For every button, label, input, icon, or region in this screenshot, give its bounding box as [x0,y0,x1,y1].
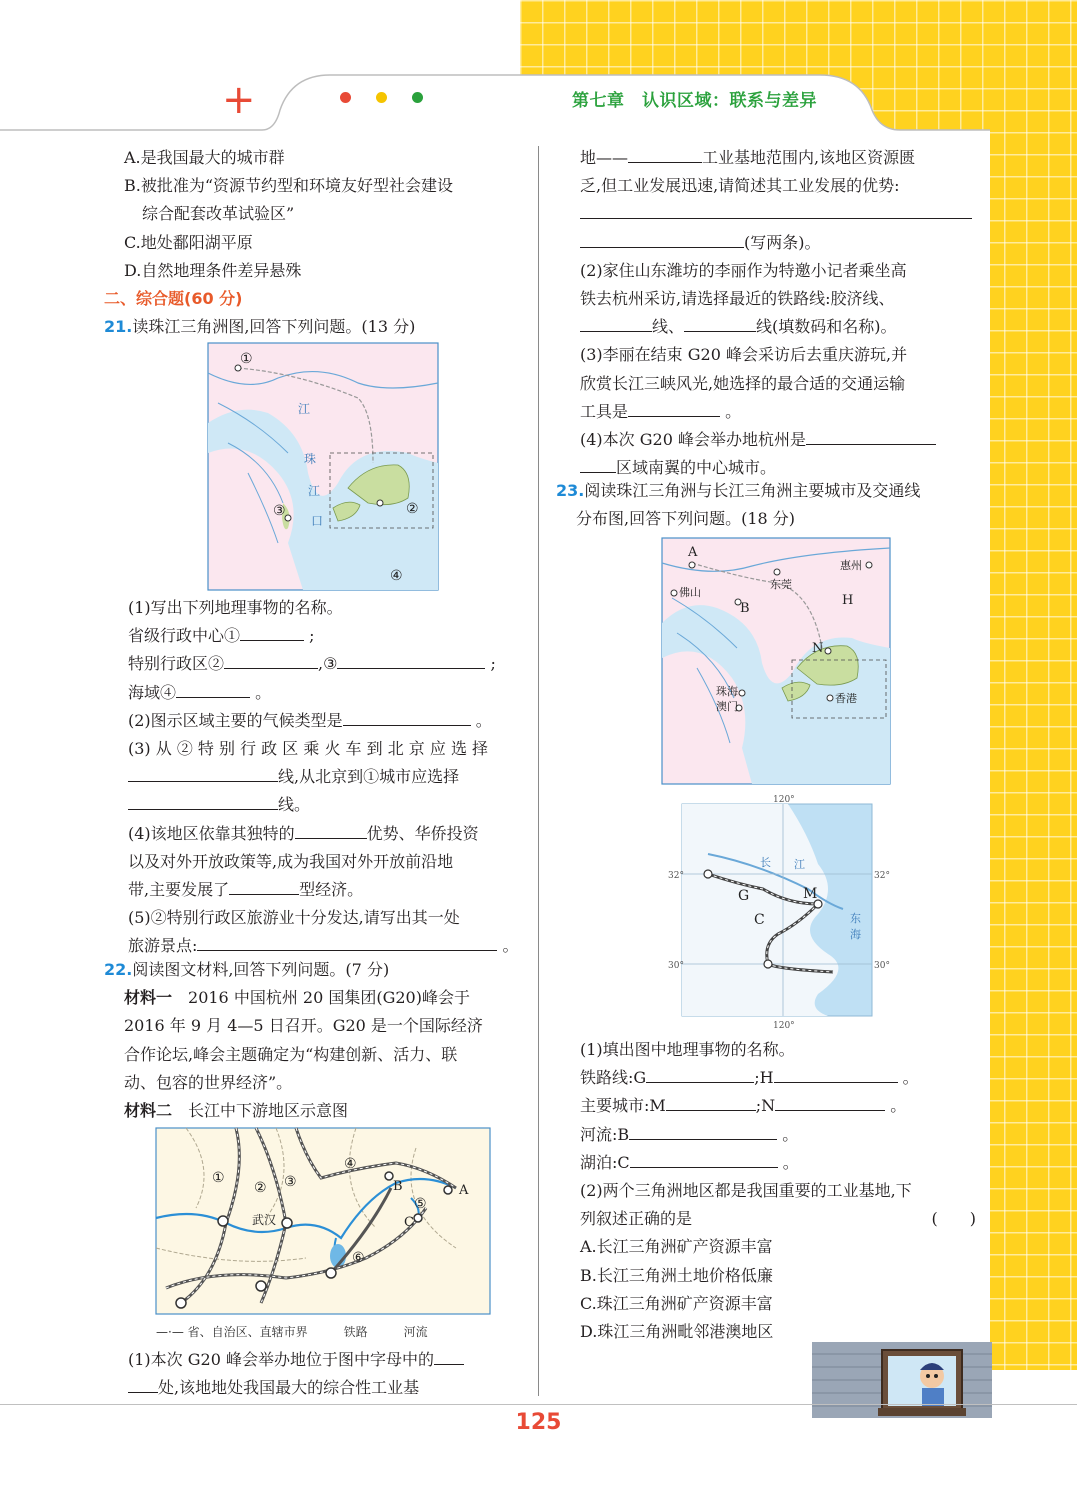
map3-label-wuhan: 武汉 [252,1213,277,1227]
q21-5b-text: 旅游景点: [128,936,198,956]
material-1-line4: 动、包容的世界经济”。 [124,1072,293,1092]
yangtze-river-delta-map [668,794,888,1030]
map4-lat-30-right: 30° [874,961,890,971]
q21-stem [104,313,528,341]
q23-number: 23. [556,481,585,500]
q23-option-c: C.珠江三角洲矿产资源丰富 [580,1293,773,1313]
answer-blank[interactable] [343,707,471,726]
q22-1a-text: (1)本次 G20 峰会举办地位于图中字母中的 [128,1350,434,1369]
q23-lake: 湖泊:C 。 [580,1149,980,1177]
answer-bracket[interactable]: ( ) [931,1209,976,1229]
answer-blank[interactable] [240,622,304,641]
q21-number: 21. [104,317,133,337]
map4-lat-32-left: 32° [668,871,684,881]
q21-2-text: (2)图示区域主要的气候类型是 [128,710,343,730]
answer-blank[interactable] [128,1374,158,1393]
q21-text: 读珠江三角洲图,回答下列问题。(13 分) [132,317,416,337]
map1-label-kou: 口 [311,514,324,528]
map1-label-jiang2: 江 [308,484,321,498]
right-column-q23-sub [580,1036,980,1346]
map1-label-3: ③ [273,503,286,519]
r-line-9: 欣赏长江三峡风光,她选择的最合适的交通运输 [580,373,906,393]
q22-number: 22. [104,960,133,979]
q21-4a-text2: 优势、华侨投资 [366,823,479,843]
green-dot-icon [412,92,423,103]
map2-label-dongguan: 东莞 [770,578,792,591]
map1-label-jiang: 江 [298,402,311,416]
map1-label-1: ① [240,351,253,367]
option-d: D.自然地理条件差异悬殊 [124,260,302,280]
map2-label-zhuhai: 珠海 [716,685,738,698]
q21-5a: (5)②特别行政区旅游业十分发达,请写出其一处 [128,908,460,928]
map4-label-c: C [754,912,765,928]
r-line-5: (2)家住山东潍坊的李丽作为特邀小记者乘坐高 [580,260,907,280]
footer-rule [0,1404,1077,1405]
answer-blank[interactable] [197,932,497,951]
answer-blank[interactable] [646,1064,754,1083]
map4-lon-top: 120° [773,795,795,805]
material-1-line2: 2016 年 9 月 4—5 日召开。G20 是一个国际经济 [124,1016,483,1036]
red-dot-icon [340,92,351,103]
r-line-8: (3)李丽在结束 G20 峰会采访后去重庆游玩,并 [580,345,908,365]
q23-city: 主要城市:M ;N 。 [580,1092,980,1120]
map2-label-a: A [688,545,698,560]
q21-2: (2)图示区域主要的气候类型是 。 [128,707,528,735]
q21-1c: 海域④ 。 [128,679,528,707]
map3-legend [156,1323,428,1340]
map4-lat-32-right: 32° [874,871,890,881]
material-1 [104,984,528,1012]
r1-text2: 工业基地范围内,该地区资源匮 [702,148,916,167]
material-2 [104,1097,528,1125]
map2-label-b: B [740,601,750,616]
map3-label-c: C [404,1215,414,1230]
column-divider [538,146,539,1396]
option-b: B.被批准为“资源节约型和环境友好型社会建设 [124,176,454,196]
option-b-cont: 综合配套改革试验区” [142,204,295,224]
map2-label-n: N [812,641,824,656]
map1-label-zhu: 珠 [304,452,317,466]
map2-label-xianggang: 香港 [835,692,857,705]
map2-label-aomen: 澳门 [716,700,738,713]
answer-blank[interactable] [666,1092,756,1111]
r10-text: 工具是 [580,401,629,421]
city-m-text: 主要城市:M [580,1096,666,1116]
q22-1b-text: 处,该地地处我国最大的综合性工业基 [158,1378,420,1398]
r1-text: 地—— [580,148,629,167]
answer-blank[interactable] [580,313,652,332]
map2-label-h: H [842,593,854,608]
map3-label-6: ⑥ [352,1250,365,1266]
answer-blank[interactable] [628,398,720,417]
material-2-label: 材料二 [124,1101,173,1121]
answer-blank[interactable] [295,820,367,839]
r-line-7 [580,313,980,341]
answer-blank[interactable] [775,1092,885,1111]
map4-label-hai: 海 [850,928,861,941]
map1-label-2: ② [406,501,419,517]
pearl-river-delta-cities-map [662,538,890,784]
r-line-1 [580,144,980,172]
r-line-2: 乏,但工业发展迅速,请简述其工业发展的优势: [580,176,900,196]
q21-1b-text2: ,③ [318,654,338,674]
answer-blank[interactable] [684,313,756,332]
left-column-q22 [104,956,528,1125]
r-line-10: 工具是 。 [580,398,980,426]
answer-blank[interactable] [628,144,702,163]
legend-text: 省、自治区、直辖市界 铁路 河流 [187,1325,428,1339]
q21-3b [128,763,528,791]
left-column-q21 [128,594,528,961]
answer-blank[interactable] [229,876,299,895]
yangtze-middle-lower-map [156,1128,490,1314]
q22-1b [128,1374,528,1402]
r-line-3 [580,200,980,228]
q21-4b: 以及对外开放政策等,成为我国对外开放前沿地 [128,851,454,871]
answer-blank[interactable] [580,454,616,473]
option-a: A.是我国最大的城市群 [124,148,285,167]
q21-5b: 旅游景点: 。 [128,932,528,960]
map3-label-a: A [459,1183,469,1198]
map4-label-dong: 东 [850,912,861,925]
answer-blank[interactable] [224,650,318,669]
r12-text: 区域南翼的中心城市。 [616,458,777,478]
map3-label-5: ⑤ [414,1196,427,1212]
chapter-title: 第七章 认识区域：联系与差异 [572,91,817,111]
r-line-6: 铁去杭州采访,请选择最近的铁路线:胶济线、 [580,289,895,309]
q21-3a: (3) 从 ② 特 别 行 政 区 乘 火 车 到 北 京 应 选 择 [128,739,489,759]
left-column-q22-1 [128,1346,528,1402]
page-number: 125 [515,1410,562,1435]
q21-1: (1)写出下列地理事物的名称。 [128,598,343,617]
yellow-dot-icon [376,92,387,103]
river-b-text: 河流:B [580,1124,630,1144]
right-column-q23 [556,477,980,533]
q21-1b: 特别行政区② ,③ ; [128,650,528,678]
map4-label-m: M [803,886,818,902]
material-1-label: 材料一 [124,988,173,1008]
plus-icon: + [222,77,256,123]
answer-blank[interactable] [580,229,744,248]
map4-lat-30-left: 30° [668,961,684,971]
map3-label-b: B [393,1179,403,1194]
map4-label-g: G [738,888,750,904]
q22-1a [128,1346,528,1374]
q21-4a [128,820,528,848]
answer-blank[interactable] [774,1064,898,1083]
q23-1: (1)填出图中地理事物的名称。 [580,1040,795,1059]
answer-blank[interactable] [176,679,250,698]
q23-option-b: B.长江三角洲土地价格低廉 [580,1265,773,1285]
r11-text: (4)本次 G20 峰会举办地杭州是 [580,430,806,450]
map4-label-jiang: 江 [794,858,805,871]
q23-text: 阅读珠江三角洲与长江三角洲主要城市及交通线 [584,481,921,500]
q21-3b-text: 线,从北京到①城市应选择 [278,767,460,787]
q21-4c [128,876,528,904]
map1-label-4: ④ [390,568,403,584]
map3-label-4: ④ [344,1156,357,1172]
answer-blank[interactable] [434,1346,464,1365]
q23-2b-text: 列叙述正确的是 [580,1209,693,1229]
q22-text: 阅读图文材料,回答下列问题。(7 分) [132,960,390,979]
option-c: C.地处鄱阳湖平原 [124,232,253,252]
answer-blank[interactable] [128,763,278,782]
answer-blank[interactable] [629,1121,777,1140]
map3-label-2: ② [254,1180,267,1196]
railway-h-text: ;H [754,1068,774,1088]
material-1-text: 2016 中国杭州 20 国集团(G20)峰会于 [172,988,470,1008]
q23-option-d: D.珠江三角洲毗邻港澳地区 [580,1322,774,1342]
q21-4a-text: (4)该地区依靠其独特的 [128,823,295,843]
q23-river: 河流:B 。 [580,1121,980,1149]
q23-option-a: A.长江三角洲矿产资源丰富 [580,1237,773,1257]
q21-1b-text: 特别行政区② [128,654,225,674]
q22-stem [104,956,528,984]
section-heading: 二、综合题(60 分) [104,289,243,309]
q21-4c-text2: 型经济。 [299,880,364,900]
map3-label-1: ① [212,1170,225,1186]
city-n-text: ;N [755,1096,776,1116]
answer-blank[interactable] [580,200,972,219]
map4-lon-bottom: 120° [773,1021,795,1031]
answer-blank[interactable] [337,650,485,669]
boundary-legend-icon: —·— [156,1325,184,1339]
r-line-11 [580,426,980,454]
q21-3c-text: 线。 [278,795,311,815]
left-column [104,144,528,341]
material-2-text: 长江中下游地区示意图 [172,1101,349,1121]
q21-4c-text: 带,主要发展了 [128,880,230,900]
q23-2: (2)两个三角洲地区都是我国重要的工业基地,下 [580,1181,912,1201]
q21-1a: 省级行政中心① ; [128,622,528,650]
railway-g-text: 铁路线:G [580,1068,647,1088]
q21-1a-text: 省级行政中心① [128,626,241,646]
map4-label-chang: 长 [760,856,771,869]
r7-text2: 线(填数码和名称)。 [756,317,897,337]
material-1-line3: 合作论坛,峰会主题确定为“构建创新、活力、联 [124,1044,458,1064]
q23-2b [580,1205,980,1233]
map3-label-3: ③ [284,1174,297,1190]
q23-stem-2: 分布图,回答下列问题。(18 分) [576,509,796,529]
boy-at-window-illustration [812,1342,992,1418]
map2-label-huizhou: 惠州 [840,559,862,572]
r4-text: (写两条)。 [744,232,821,252]
answer-blank[interactable] [630,1149,778,1168]
r-line-4 [580,229,980,257]
answer-blank[interactable] [128,791,278,810]
q21-3c [128,791,528,819]
lake-c-text: 湖泊:C [580,1152,630,1172]
q21-1c-text: 海域④ [128,682,177,702]
map2-label-foshan: 佛山 [679,586,701,599]
answer-blank[interactable] [806,426,936,445]
q23-stem [556,477,980,505]
right-column [580,144,980,482]
pearl-river-delta-map [208,343,438,590]
section-title [104,285,528,313]
r7-text: 线、 [652,317,685,337]
q23-railway: 铁路线:G ;H 。 [580,1064,980,1092]
